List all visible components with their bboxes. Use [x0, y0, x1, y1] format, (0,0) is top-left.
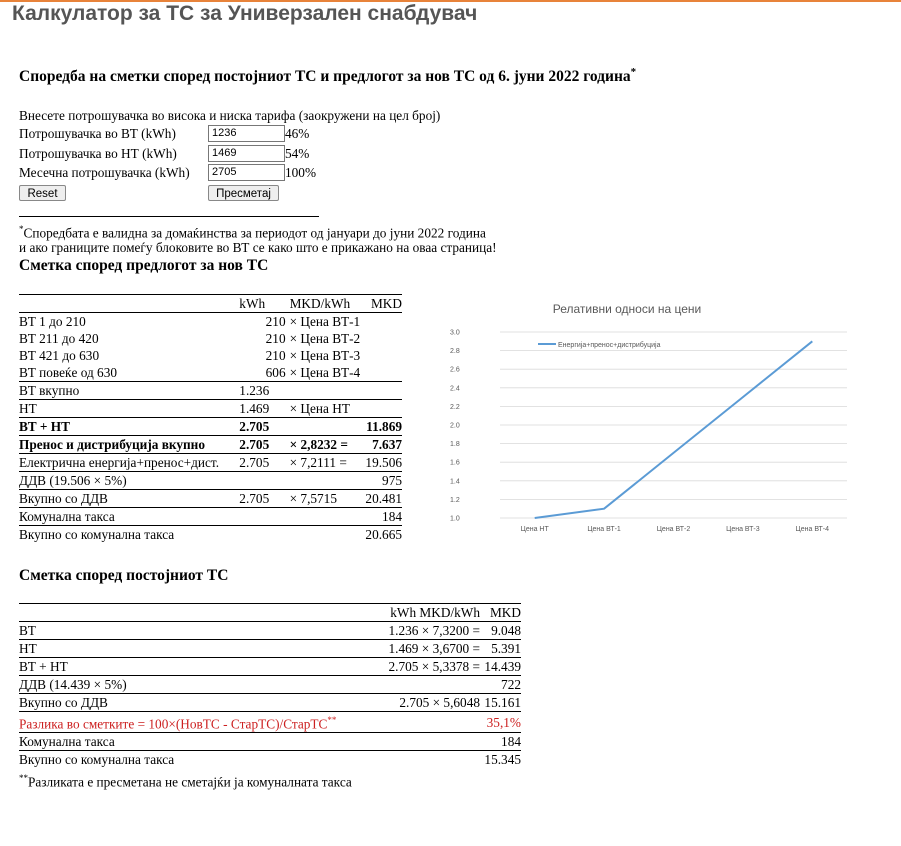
- difference-value: 35,1%: [480, 712, 521, 733]
- row-rate: × Цена ВТ-1: [289, 314, 361, 329]
- row-label: ВТ + НТ: [19, 658, 369, 676]
- reset-button[interactable]: Reset: [19, 185, 66, 201]
- ht-consumption-input[interactable]: [208, 125, 285, 142]
- row-mkd: 19.506: [360, 454, 402, 472]
- row-rate: × Цена ВТ-4: [289, 365, 361, 380]
- legend-label: Енергија+пренос+дистрибуција: [558, 342, 661, 349]
- row-mkd: [360, 313, 402, 331]
- row-mkd: [360, 330, 402, 347]
- comparison-heading-mark: *: [630, 66, 637, 78]
- row-label: ВТ + НТ: [19, 418, 239, 436]
- old-bill-header-mkd: MKD: [480, 604, 521, 622]
- series-line: [535, 341, 813, 518]
- table-row: [19, 526, 402, 544]
- row-mkd: 20.665: [365, 527, 402, 542]
- chart-title: Релативни односи на цени: [552, 302, 702, 316]
- row-mkd: [360, 400, 402, 418]
- row-kwh: [239, 472, 289, 490]
- row-calc: [369, 712, 480, 733]
- footnote-validity-text1: Споредбата е валидна за домаќинства за периодот од јануари до јуни 2022 година: [23, 225, 486, 241]
- old-bill-heading: Сметка според постојниот ТС: [19, 567, 229, 584]
- table-row: [19, 658, 521, 676]
- row-kwh: [239, 526, 289, 544]
- footnote-divider: [19, 216, 319, 217]
- row-mkd: [360, 347, 402, 364]
- table-row: [19, 418, 402, 436]
- y-tick-label: 3.0: [450, 329, 460, 337]
- row-kwh: 606: [239, 364, 289, 382]
- row-label: ВТ 421 до 630: [19, 348, 100, 363]
- difference-label: Разлика во сметките = 100×(НовТС - СтарТС)/СтарТС: [19, 716, 328, 732]
- ht-consumption-label: Потрошувачка во ВТ (kWh): [19, 126, 176, 141]
- row-rate: [290, 472, 361, 490]
- footnote-validity-line2: и ако границите помеѓу блоковите во ВТ се како што е прикажано на оваа страница!: [19, 240, 497, 255]
- table-row: [19, 436, 402, 454]
- row-label: ВТ: [19, 622, 369, 640]
- row-calc: [369, 733, 480, 751]
- row-kwh: 1.236: [239, 382, 289, 400]
- row-mkd: 15.345: [484, 752, 521, 768]
- row-label: Вкупно со комунална такса: [19, 527, 175, 542]
- chart-legend: [538, 341, 661, 349]
- row-rate: × Цена ВТ-3: [289, 348, 361, 363]
- table-row: [19, 622, 521, 640]
- chart-y-ticks: [450, 330, 460, 523]
- old-bill-header-rate: kWh MKD/kWh: [369, 604, 480, 622]
- row-mkd: 7.637: [360, 436, 402, 454]
- ht-percent: 46%: [285, 126, 310, 141]
- y-tick-label: 2.0: [450, 422, 460, 430]
- row-calc: 2.705 × 5,3378 =: [369, 658, 480, 676]
- table-row: [19, 382, 402, 400]
- row-mkd: 9.048: [480, 622, 521, 640]
- row-mkd: 14.439: [480, 658, 521, 676]
- x-tick-label: Цена ВТ-4: [795, 526, 830, 533]
- x-tick-label: Цена ВТ-1: [587, 526, 621, 533]
- row-rate: × 7,2111 =: [290, 454, 361, 472]
- chart-grid: [500, 332, 847, 518]
- row-rate: × 7,5715: [290, 490, 361, 508]
- table-row: [19, 694, 521, 712]
- table-row: [19, 364, 402, 382]
- row-label: ДДВ (19.506 × 5%): [19, 472, 239, 490]
- lt-consumption-input[interactable]: [208, 145, 285, 162]
- table-row: [19, 751, 521, 769]
- old-bill-header-label: [19, 604, 369, 622]
- new-bill-header-row: [19, 295, 402, 313]
- table-row: [19, 490, 402, 508]
- row-kwh: [239, 508, 289, 526]
- difference-mark: **: [327, 715, 337, 725]
- row-label: Комунална такса: [19, 508, 239, 526]
- table-row: [19, 508, 402, 526]
- old-bill-table: [19, 603, 521, 768]
- new-bill-header-mkd: MKD: [360, 295, 402, 313]
- row-label: ВТ повеќе од 630: [19, 364, 239, 382]
- row-rate: × Цена ВТ-2: [289, 331, 361, 346]
- row-label: ВТ 1 до 210: [19, 314, 86, 329]
- row-label: Вкупно со комунална такса: [19, 752, 175, 768]
- comparison-heading-text: Споредба на сметки според постојниот ТС и предлогот за нов ТС од 6. јуни 2022 година: [19, 68, 631, 86]
- page-title: Калкулатор за ТС за Универзален снабдувач: [12, 2, 478, 25]
- row-calc: 2.705 × 5,6048: [369, 694, 480, 712]
- row-label: Вкупно со ДДВ: [19, 694, 369, 712]
- row-calc: [369, 676, 480, 694]
- x-tick-label: Цена ВТ-3: [726, 526, 760, 533]
- lt-consumption-label: Потрошувачка во НТ (kWh): [19, 146, 177, 161]
- table-row: [19, 733, 521, 751]
- chart-series: [535, 341, 813, 518]
- row-calc: [369, 751, 480, 769]
- calculate-button[interactable]: Пресметај: [208, 185, 279, 201]
- row-rate: × 2,8232 =: [290, 436, 361, 454]
- difference-row: [19, 712, 521, 733]
- footnote-difference: [19, 771, 352, 789]
- row-rate: [290, 418, 361, 436]
- difference-label-cell: [19, 712, 369, 733]
- row-mkd: 722: [480, 676, 521, 694]
- row-kwh: 2.705: [239, 436, 289, 454]
- comparison-heading: [19, 66, 636, 86]
- row-kwh: 210: [265, 331, 286, 346]
- form-intro: Внесете потрошувачка во висока и ниска тарифа (заокружени на цел број): [19, 108, 441, 123]
- table-row: [19, 347, 402, 364]
- table-row: [19, 330, 402, 347]
- row-label: ДДВ (14.439 × 5%): [19, 676, 369, 694]
- row-mkd: 15.161: [480, 694, 521, 712]
- footnote-difference-text: Разликата е пресметана не сметајќи ја комуналната такса: [28, 774, 352, 790]
- row-rate: [290, 526, 361, 544]
- footnote-validity-mark: *: [19, 224, 24, 234]
- new-bill-header-label: [19, 295, 239, 313]
- row-label: ВТ вкупно: [19, 382, 239, 400]
- price-ratio-chart: [432, 294, 872, 544]
- row-mkd: 184: [360, 508, 402, 526]
- y-tick-label: 2.4: [450, 385, 460, 393]
- y-tick-label: 1.8: [450, 441, 460, 449]
- y-tick-label: 1.4: [450, 478, 460, 486]
- table-row: [19, 400, 402, 418]
- row-kwh: 2.705: [239, 454, 289, 472]
- row-label: НТ: [19, 640, 369, 658]
- y-tick-label: 1.6: [450, 459, 460, 467]
- row-rate: [290, 382, 361, 400]
- row-mkd: [360, 382, 402, 400]
- row-mkd: 11.869: [360, 418, 402, 436]
- row-kwh: 2.705: [239, 490, 289, 508]
- row-mkd: 5.391: [480, 640, 521, 658]
- x-tick-label: Цена НТ: [520, 526, 549, 533]
- y-tick-label: 2.6: [450, 366, 460, 374]
- table-row: [19, 472, 402, 490]
- row-kwh: 210: [265, 314, 286, 329]
- row-rate: [290, 508, 361, 526]
- row-mkd: 184: [480, 733, 521, 751]
- row-kwh: 2.705: [239, 418, 289, 436]
- new-bill-header-kwh: kWh: [239, 295, 289, 313]
- row-calc: 1.469 × 3,6700 =: [369, 640, 480, 658]
- row-label: Електрична енергија+пренос+дист.: [19, 454, 239, 472]
- row-label: ВТ 211 до 420: [19, 331, 99, 346]
- row-label: Комунална такса: [19, 733, 369, 751]
- new-bill-header-rate: MKD/kWh: [290, 295, 361, 313]
- table-row: [19, 640, 521, 658]
- row-label: НТ: [19, 400, 239, 418]
- row-kwh: 210: [265, 348, 286, 363]
- y-tick-label: 2.2: [450, 403, 460, 411]
- y-tick-label: 1.0: [450, 515, 460, 523]
- footnote-validity-line1: [19, 222, 486, 240]
- x-tick-label: Цена ВТ-2: [656, 526, 691, 533]
- monthly-consumption-input[interactable]: [208, 164, 285, 181]
- new-bill-table: [19, 294, 402, 543]
- y-tick-label: 1.2: [450, 496, 460, 504]
- row-rate: × Цена НТ: [290, 400, 361, 418]
- row-calc: 1.236 × 7,3200 =: [369, 622, 480, 640]
- old-bill-header-row: [19, 604, 521, 622]
- lt-percent: 54%: [285, 146, 310, 161]
- y-tick-label: 2.8: [450, 348, 460, 356]
- row-label: Вкупно со ДДВ: [19, 490, 239, 508]
- table-row: [19, 454, 402, 472]
- row-mkd: 975: [360, 472, 402, 490]
- row-mkd: [360, 364, 402, 382]
- row-mkd: 20.481: [360, 490, 402, 508]
- chart-x-ticks: [521, 526, 829, 533]
- monthly-consumption-label: Месечна потрошувачка (kWh): [19, 165, 190, 180]
- row-kwh: 1.469: [239, 400, 289, 418]
- new-bill-heading: Сметка според предлогот за нов ТС: [19, 257, 269, 274]
- table-row: [19, 676, 521, 694]
- row-label: Пренос и дистрибуција вкупно: [19, 436, 239, 454]
- monthly-percent: 100%: [285, 165, 317, 180]
- footnote-difference-mark: **: [19, 773, 28, 783]
- table-row: [19, 313, 402, 331]
